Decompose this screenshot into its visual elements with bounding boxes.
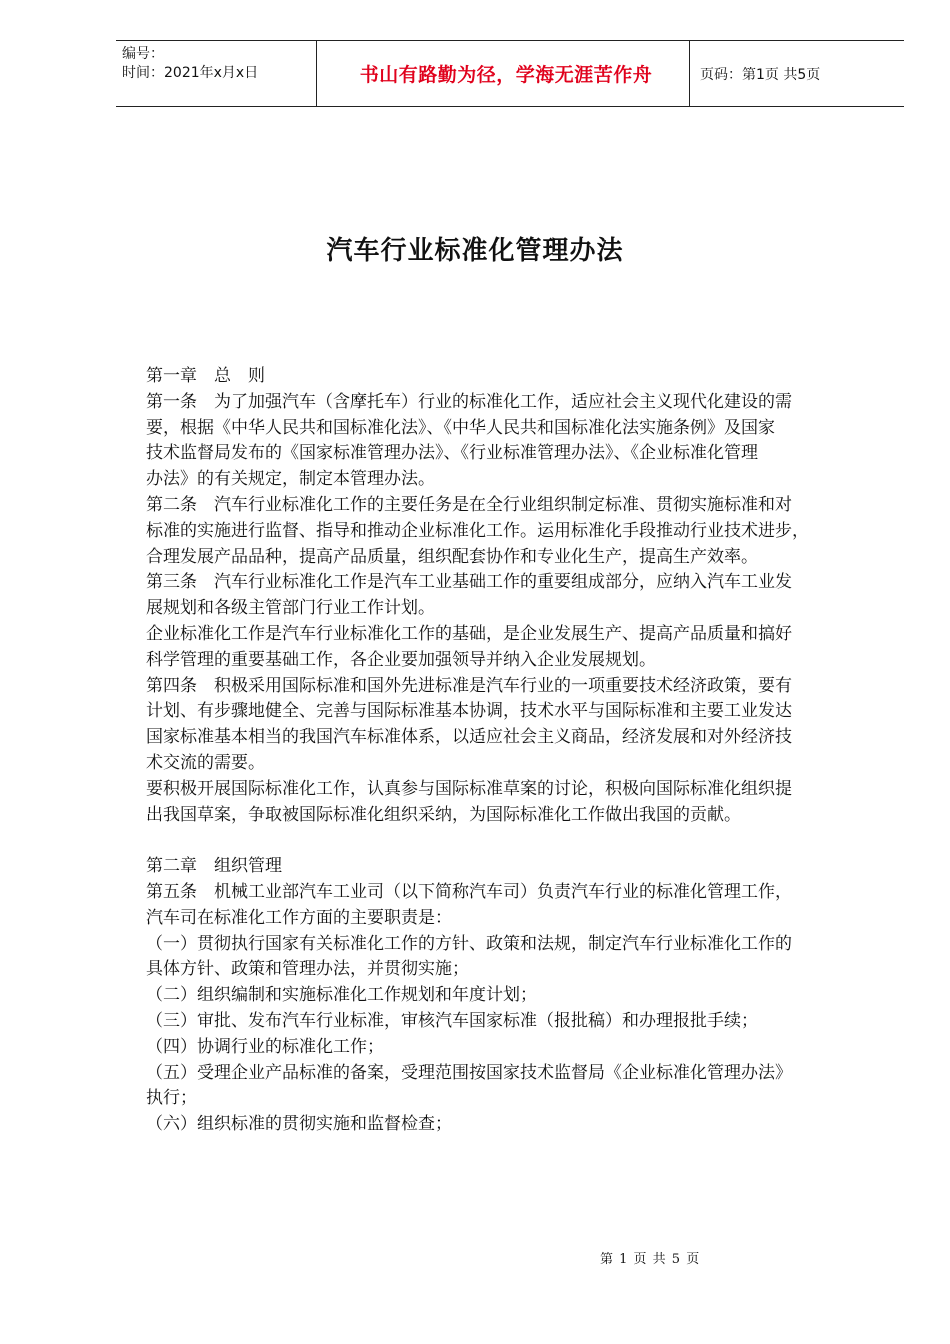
header-page-cell — [690, 41, 904, 106]
document-title: 汽车行业标准化管理办法 — [326, 236, 624, 266]
header-motto: 书山有路勤为径，学海无涯苦作舟 — [359, 64, 653, 86]
body-line: 第五条 机械工业部汽车工业司（以下简称汽车司）负责汽车行业的标准化管理工作， — [146, 881, 792, 902]
body-line: 第二章 组织管理 — [146, 856, 282, 877]
blank-line — [146, 828, 876, 854]
body-line: 合理发展产品品种，提高产品质量，组织配套协作和专业化生产，提高生产效率。 — [146, 546, 758, 567]
body-line: 出我国草案，争取被国际标准化组织采纳，为国际标准化工作做出我国的贡献。 — [146, 804, 741, 825]
page-footer: 第 1 页 共 5 页 — [600, 1252, 701, 1267]
body-line: 要积极开展国际标准化工作，认真参与国际标准草案的讨论，积极向国际标准化组织提 — [146, 778, 792, 799]
header-page-info: 页码：第1页 共5页 — [700, 66, 821, 83]
body-line: 术交流的需要。 — [146, 752, 265, 773]
body-line: （一）贯彻执行国家有关标准化工作的方针、政策和法规，制定汽车行业标准化工作的 — [146, 933, 792, 954]
document-number-label: 编号： — [122, 46, 164, 62]
body-line: 第一章 总 则 — [146, 366, 265, 386]
body-line: 第四条 积极采用国际标准和国外先进标准是汽车行业的一项重要技术经济政策，要有 — [146, 675, 792, 696]
body-line: 计划、有步骤地健全、完善与国际标准基本协调，技术水平与国际标准和主要工业发达 — [146, 701, 792, 722]
body-line: 展规划和各级主管部门行业工作计划。 — [146, 598, 435, 619]
body-line: （三）审批、发布汽车行业标准，审核汽车国家标准（报批稿）和办理报批手续； — [146, 1010, 758, 1031]
body-line: 技术监督局发布的《国家标准管理办法》、《行业标准管理办法》、《企业标准化管理 — [146, 443, 758, 464]
document-time-label: 时间：2021年x月x日 — [122, 65, 259, 81]
document-body — [146, 364, 876, 1138]
body-line: 企业标准化工作是汽车行业标准化工作的基础，是企业发展生产、提高产品质量和搞好 — [146, 623, 792, 644]
body-line: 第一条 为了加强汽车（含摩托车）行业的标准化工作，适应社会主义现代化建设的需 — [146, 391, 792, 412]
body-line: 要，根据《中华人民共和国标准化法》、《中华人民共和国标准化法实施条例》及国家 — [146, 417, 775, 438]
body-line: （五）受理企业产品标准的备案，受理范围按国家技术监督局《企业标准化管理办法》 — [146, 1062, 792, 1083]
body-line: 科学管理的重要基础工作，各企业要加强领导并纳入企业发展规划。 — [146, 649, 656, 670]
body-line: 执行； — [146, 1088, 197, 1109]
header-motto-cell — [316, 41, 690, 106]
page-header — [116, 40, 904, 107]
body-line: 办法》的有关规定，制定本管理办法。 — [146, 469, 435, 490]
body-line: （二）组织编制和实施标准化工作规划和年度计划； — [146, 985, 537, 1006]
body-line: 标准的实施进行监督、指导和推动企业标准化工作。运用标准化手段推动行业技术进步， — [146, 520, 809, 541]
body-line: 第二条 汽车行业标准化工作的主要任务是在全行业组织制定标准、贯彻实施标准和对 — [146, 494, 792, 515]
body-line: 第三条 汽车行业标准化工作是汽车工业基础工作的重要组成部分，应纳入汽车工业发 — [146, 572, 792, 593]
body-line: 具体方针、政策和管理办法，并贯彻实施； — [146, 959, 469, 980]
body-line: 汽车司在标准化工作方面的主要职责是： — [146, 907, 452, 928]
body-line: 国家标准基本相当的我国汽车标准体系，以适应社会主义商品，经济发展和对外经济技 — [146, 727, 792, 748]
header-meta — [116, 41, 316, 106]
body-line: （六）组织标准的贯彻实施和监督检查； — [146, 1114, 452, 1135]
body-line: （四）协调行业的标准化工作； — [146, 1036, 384, 1057]
